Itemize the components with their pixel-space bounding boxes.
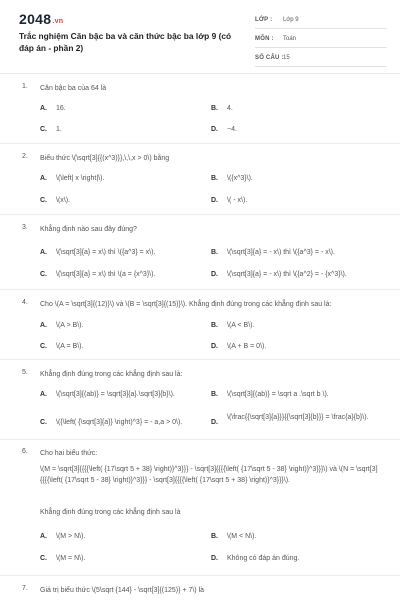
question-4 [0, 290, 400, 360]
option-label: C. [40, 555, 47, 562]
question-number: 4. [22, 299, 28, 306]
question-text: Cho hai biểu thức: [40, 450, 98, 457]
option-text: Không có đáp án đúng. [227, 555, 300, 562]
question-formula: \(M = \sqrt[3]{{{{\left( {17\sqrt 5 + 38} \right)}^3}}} - \sqrt[3]{{{{\left( {17\sqrt 5 - 38} \right)}^3}}}\) và \(N = \sqrt[3]{{{{\left( {17\sqrt 5 - 38} \right)}^3}}} - \sqrt[3]{{{{\left( {17\sqrt 5 + 38} \right)}^3}}}\). [40, 466, 378, 484]
option-label: B. [211, 105, 218, 112]
option-label: C. [40, 126, 47, 133]
question-number: 5. [22, 369, 28, 376]
option-text: \( - x\). [227, 197, 248, 204]
question-subtext: Khẳng định đúng trong các khẳng định sau là [40, 509, 181, 516]
question-text: Khẳng định đúng trong các khẳng định sau là: [40, 371, 183, 378]
question-2 [0, 144, 400, 215]
meta-row-subject [255, 32, 387, 48]
option-text: \(M = N\). [56, 555, 86, 562]
question-text: Cho \(A = \sqrt[3]{(12)}\) và \(B = \sqrt[3]{(15)}\). Khẳng định đúng trong các khẳng định sau là: [40, 301, 332, 308]
option-label: A. [40, 322, 47, 329]
option-text: \(A = B\). [56, 343, 84, 350]
option-text: \(x\). [56, 197, 70, 204]
option-label: C. [40, 419, 47, 426]
logo-suffix: .vn [52, 18, 64, 25]
option-label: D. [211, 126, 218, 133]
question-text: Giá trị biểu thức \(5\sqrt {144} - \sqrt[3]{(125)} + 7\) là [40, 587, 205, 594]
option-text: \({x^3}\). [227, 175, 253, 182]
question-text: Khẳng định nào sau đây đúng? [40, 226, 137, 233]
option-label: D. [211, 197, 218, 204]
question-5 [0, 360, 400, 440]
option-text: \(\sqrt[3]{a} = - x\) thì \({a^3} = - x\). [227, 249, 335, 256]
meta-value: Toán [283, 36, 297, 42]
meta-row-count [255, 51, 387, 67]
option-label: B. [211, 322, 218, 329]
option-label: B. [211, 175, 218, 182]
option-label: A. [40, 249, 47, 256]
option-label: B. [211, 249, 218, 256]
meta-key: LỚP : [255, 17, 273, 23]
question-6 [0, 440, 400, 576]
meta-key: SỐ CÂU : [255, 55, 284, 61]
option-text: \(\sqrt[3]{(ab)} = \sqrt[3]{a}.\sqrt[3]{b}\). [56, 391, 175, 398]
option-label: A. [40, 175, 47, 182]
question-number: 7. [22, 585, 28, 592]
meta-value: Lớp 9 [283, 17, 299, 23]
option-label: C. [40, 271, 47, 278]
option-label: D. [211, 343, 218, 350]
option-text: 1. [56, 126, 62, 133]
question-number: 3. [22, 224, 28, 231]
option-text: −4. [227, 126, 237, 133]
site-logo[interactable] [19, 11, 63, 27]
option-text: \(\left| x \right|\). [56, 175, 105, 182]
option-text: \(A + B = 0\). [227, 343, 267, 350]
option-label: D. [211, 419, 218, 426]
option-label: A. [40, 105, 47, 112]
quiz-meta [255, 13, 387, 70]
option-text: \(\sqrt[3]{a} = x\) thì \(a = {x^3}\). [56, 271, 156, 278]
option-text: \(A > B\). [56, 322, 84, 329]
question-number: 1. [22, 83, 28, 90]
option-label: D. [211, 555, 218, 562]
option-text: 16. [56, 105, 66, 112]
option-text: \(\sqrt[3]{(ab)} = \sqrt a .\sqrt b \). [227, 391, 329, 398]
header [0, 0, 400, 74]
page-title: Trắc nghiệm Căn bậc ba và căn thức bậc ba lớp 9 (có đáp án - phần 2) [19, 31, 232, 53]
meta-row-class [255, 13, 387, 29]
meta-key: MÔN : [255, 36, 274, 42]
question-7 [0, 576, 400, 606]
option-text: \(M > N\). [56, 533, 86, 540]
option-text: \(M < N\). [227, 533, 257, 540]
question-text: Căn bậc ba của 64 là [40, 85, 107, 92]
option-text: 4. [227, 105, 233, 112]
option-label: A. [40, 533, 47, 540]
option-label: D. [211, 271, 218, 278]
question-text: Biểu thức \(\sqrt[3]{{(x^3)}},\,\,x > 0\) bằng [40, 155, 170, 162]
option-text: \(\frac{{\sqrt[3]{a}}}{{\sqrt[3]{b}}} = \frac{a}{b}\). [227, 414, 369, 421]
option-text: \({\left( {\sqrt[3]{a}} \right)^3} = - a,a > 0\). [56, 419, 183, 426]
question-number: 6. [22, 448, 28, 455]
question-list [0, 74, 400, 606]
option-label: B. [211, 391, 218, 398]
option-label: B. [211, 533, 218, 540]
question-number: 2. [22, 153, 28, 160]
option-label: C. [40, 343, 47, 350]
option-text: \(\sqrt[3]{a} = x\) thì \({a^3} = x\). [56, 249, 156, 256]
meta-value: 15 [283, 55, 290, 61]
question-3 [0, 215, 400, 290]
option-label: A. [40, 391, 47, 398]
option-label: C. [40, 197, 47, 204]
option-text: \(\sqrt[3]{a} = - x\) thì \({a^2} = - {x^3}\). [227, 271, 347, 278]
question-1 [0, 74, 400, 144]
logo-number: 2048 [19, 11, 52, 27]
option-text: \(A < B\). [227, 322, 255, 329]
